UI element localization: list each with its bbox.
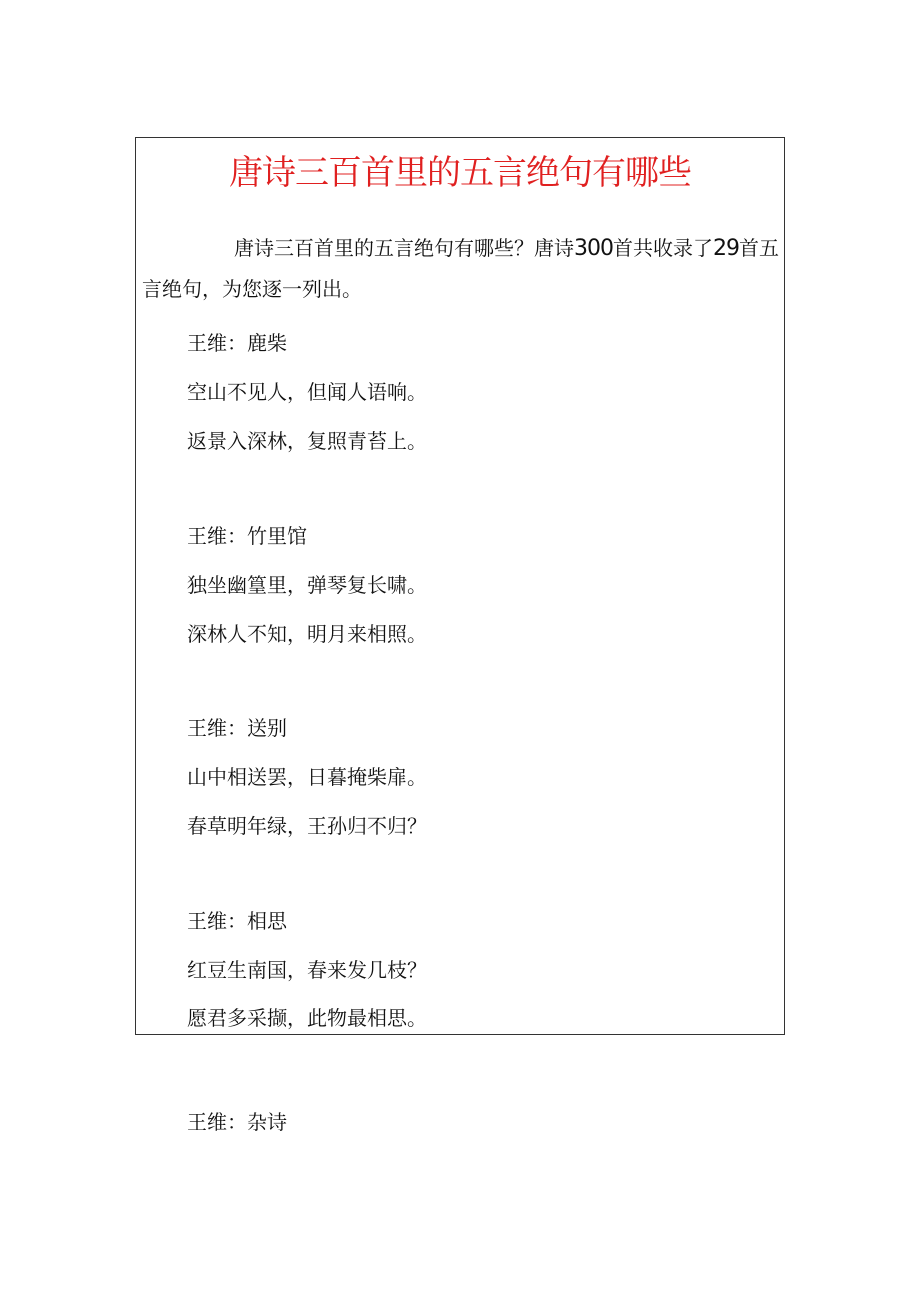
poem-heading-zhuliguan: 王维：竹里馆 — [187, 524, 307, 548]
poem-line: 愿君多采撷，此物最相思。 — [187, 1006, 427, 1030]
poem-line: 独坐幽篁里，弹琴复长啸。 — [187, 573, 427, 597]
poem-heading-xiangsi: 王维：相思 — [187, 909, 287, 933]
poem-heading-songbie: 王维：送别 — [187, 716, 287, 740]
poem-heading-zashi: 王维：杂诗 — [187, 1110, 287, 1134]
poem-line: 空山不见人，但闻人语响。 — [187, 380, 427, 404]
intro-text-1: 唐诗三百首里的五言绝句有哪些？唐诗 — [234, 236, 574, 260]
intro-number-29: 29 — [713, 236, 739, 261]
intro-text-2: 首共收录了 — [613, 236, 713, 260]
poem-line: 山中相送罢，日暮掩柴扉。 — [187, 765, 427, 789]
poem-line: 春草明年绿，王孙归不归？ — [187, 814, 427, 838]
intro-text-3: 首五言绝句，为您逐一列出。 — [142, 236, 779, 301]
poem-line: 返景入深林，复照青苔上。 — [187, 429, 427, 453]
poem-heading-luzhai: 王维：鹿柴 — [187, 331, 287, 355]
intro-number-300: 300 — [574, 236, 613, 261]
document-title: 唐诗三百首里的五言绝句有哪些 — [229, 153, 691, 193]
intro-paragraph — [142, 228, 782, 309]
poem-line: 红豆生南国，春来发几枝？ — [187, 958, 427, 982]
poem-line: 深林人不知，明月来相照。 — [187, 622, 427, 646]
